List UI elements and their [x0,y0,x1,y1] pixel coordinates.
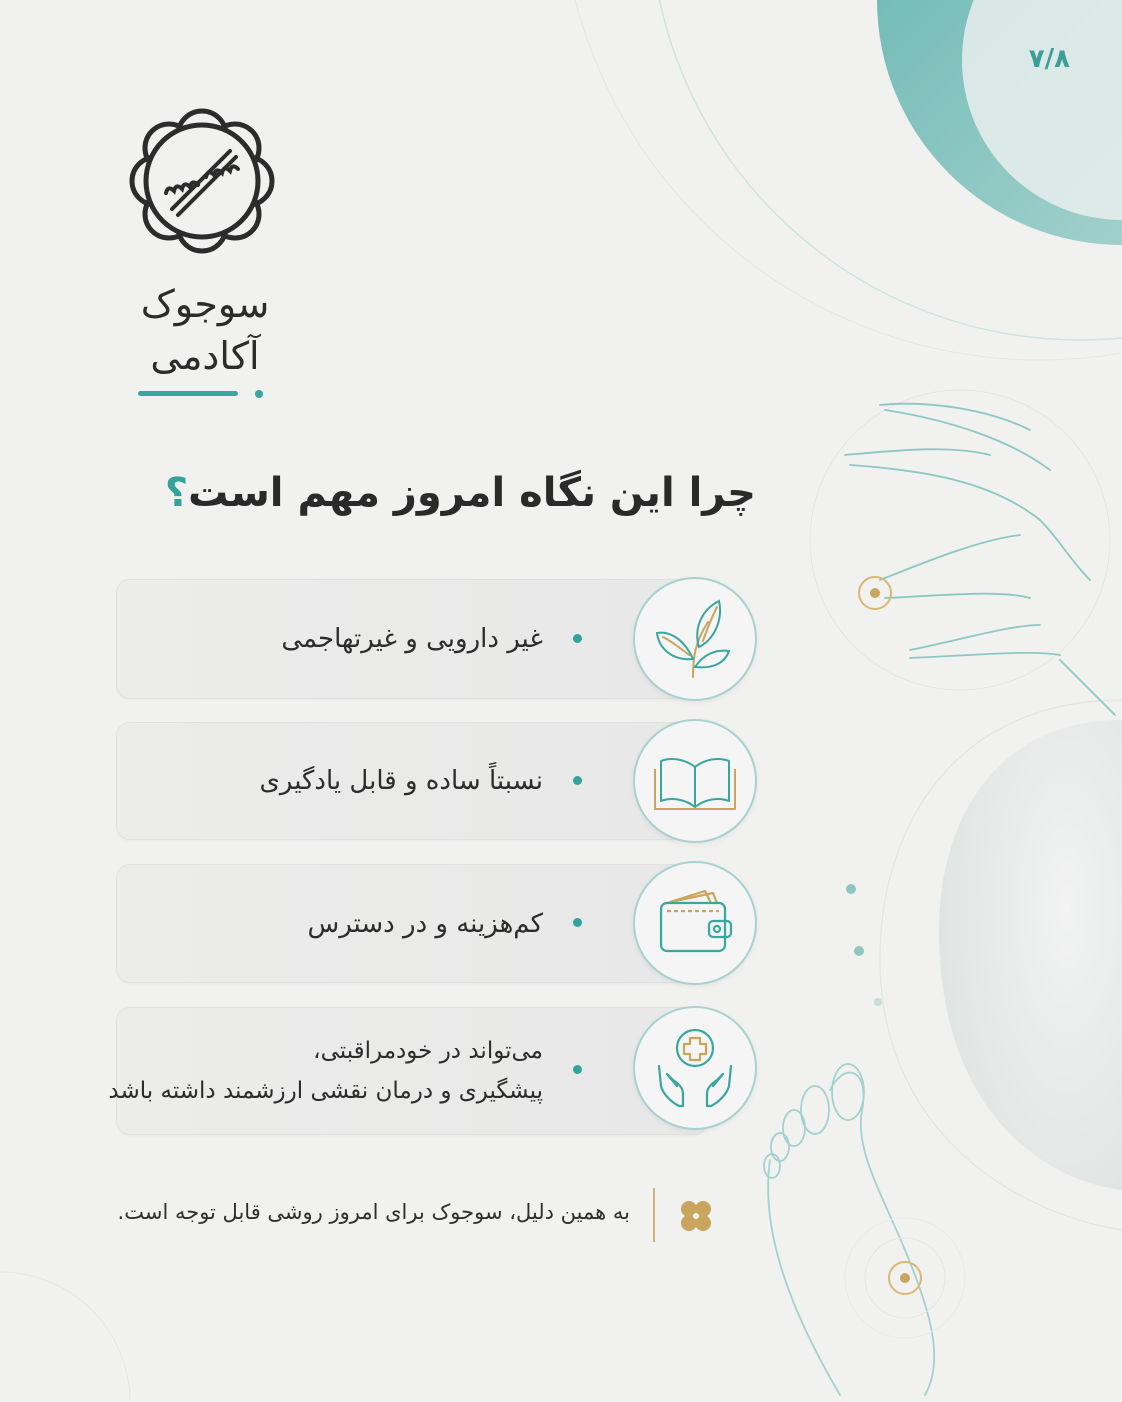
benefit-text: غیر دارویی و غیرتهاجمی [281,624,543,654]
bullet-dot [573,918,582,927]
foot-illustration [764,1064,934,1395]
benefit-card-non-drug [116,579,708,699]
pressure-point-foot-dot [900,1273,910,1283]
footer-divider [653,1188,655,1242]
leaf-icon [653,597,737,681]
bullet-dot [573,634,582,643]
benefit-text [108,1008,543,1134]
page-title-question-mark: ؟ [164,470,189,516]
brand-underline [138,391,238,396]
benefit-text-line1: می‌تواند در خودمراقبتی، [313,1038,543,1064]
benefit-icon-badge [633,861,757,985]
sujok-logo-icon [126,105,278,257]
benefit-icon-badge [633,577,757,701]
benefit-card-low-cost [116,864,708,983]
bullet-dot [573,1065,582,1074]
clover-icon [678,1198,714,1234]
pressure-point-hand-dot [870,588,880,598]
hand-illustration [845,404,1115,715]
grey-blob-shape [939,720,1122,1190]
benefit-text-line2: پیشگیری و درمان نقشی ارزشمند داشته باشد [108,1078,543,1104]
brand-name-line1: سوجوک [140,282,270,326]
wallet-icon [653,881,737,965]
page-number: ۷/۸ [1028,44,1070,74]
bullet-dot [573,776,582,785]
page-title [100,470,756,516]
benefit-card-simple [116,722,708,840]
book-icon [653,739,737,823]
benefit-text: نسبتاً ساده و قابل یادگیری [259,766,543,796]
footer-statement: به همین دلیل، سوجوک برای امروز روشی قابل توجه است. [117,1200,630,1224]
brand-name-line2: آکادمی [150,334,260,378]
brand-name [110,278,300,382]
hands-medical-cross-icon [653,1026,737,1110]
benefit-icon-badge [633,719,757,843]
benefit-icon-badge [633,1006,757,1130]
benefit-text: کم‌هزینه و در دسترس [307,908,543,939]
benefit-card-self-care [108,1007,708,1135]
page-title-text: چرا این نگاه امروز مهم است [188,470,756,516]
brand-underline-dot [255,390,263,398]
